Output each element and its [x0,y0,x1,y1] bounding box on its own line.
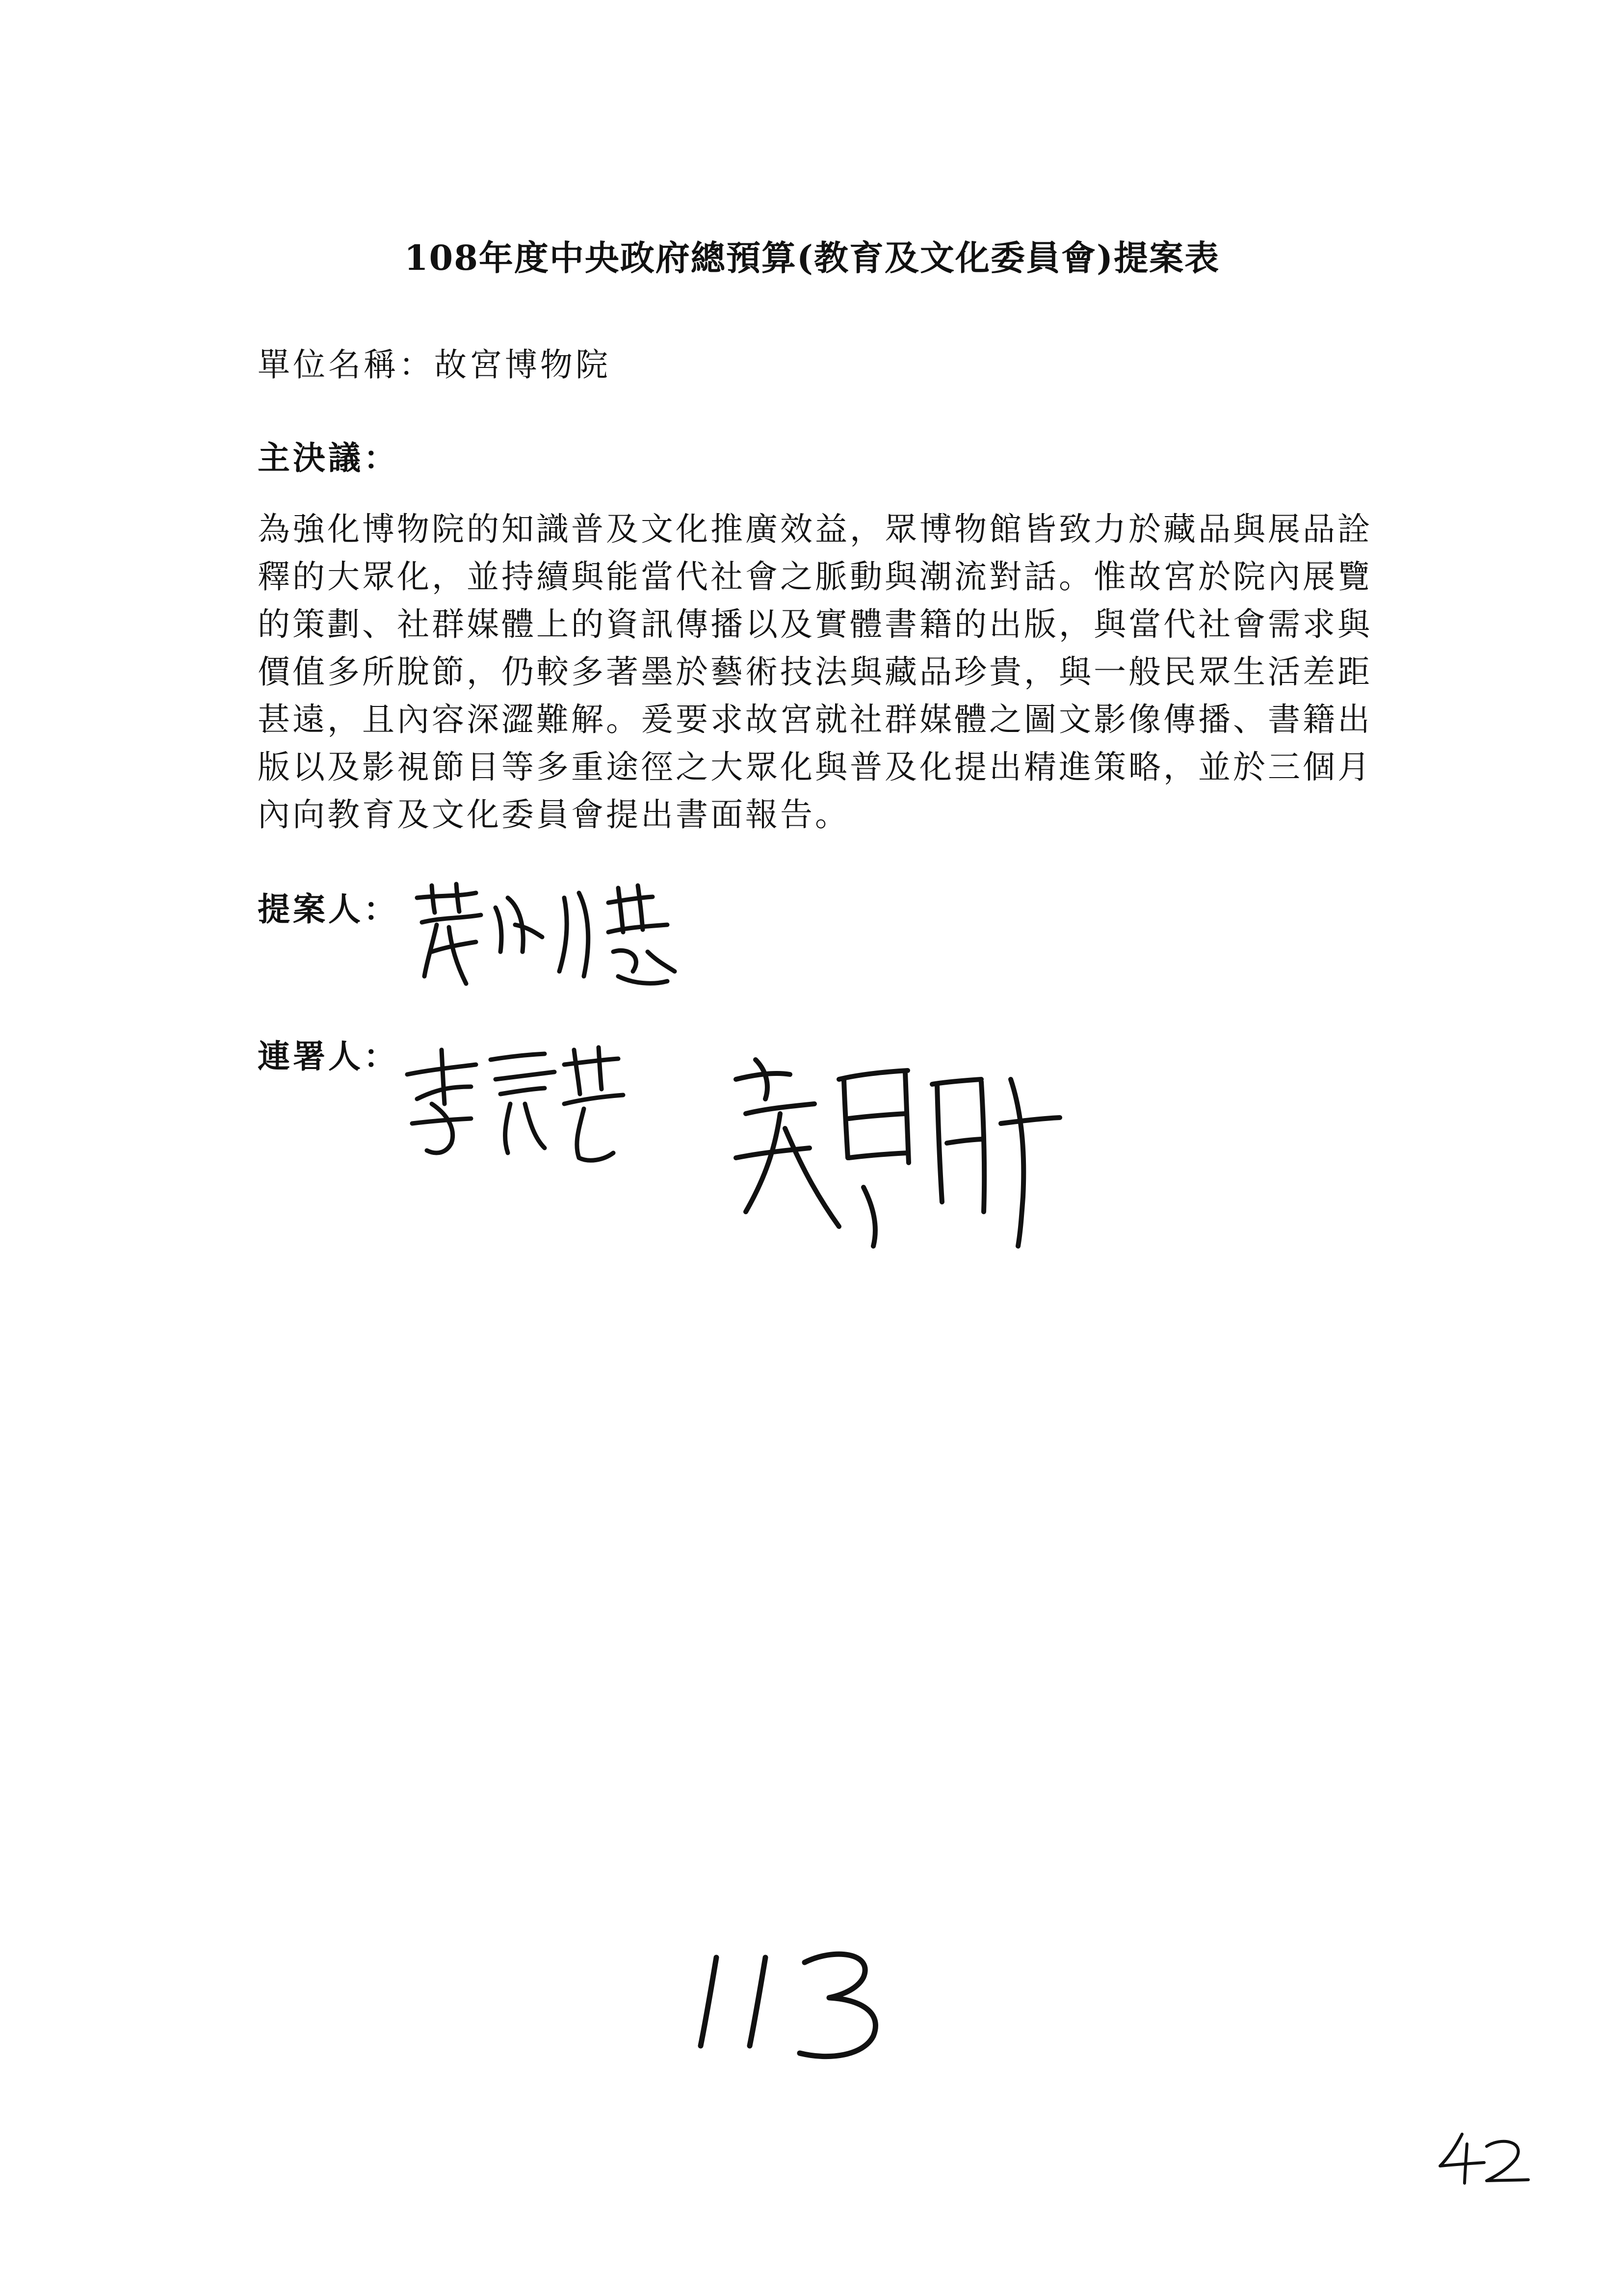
cosigner-signature-2 [716,1050,1070,1266]
body-line: 釋的大眾化，並持續與能當代社會之脈動與潮流對話。惟故宮於院內展覽 [258,558,1372,596]
resolution-body [258,505,1396,838]
body-line: 內向教育及文化委員會提出書面報告。 [258,796,850,834]
document-title: 108年度中央政府總預算(教育及文化委員會)提案表 [404,237,1220,278]
body-line: 版以及影視節目等多重途徑之大眾化與普及化提出精進策略，並於三個月 [258,748,1372,786]
main-resolution-heading: 主決議： [258,439,399,477]
proposer-signature [402,878,677,996]
handwritten-corner-number [1433,2129,1531,2188]
cosigner-signature-1 [397,1040,653,1168]
body-line: 的策劃、社群媒體上的資訊傳播以及實體書籍的出版，與當代社會需求與 [258,605,1372,643]
proposer-label: 提案人： [258,890,399,928]
body-line: 價值多所脫節，仍較多著墨於藝術技法與藏品珍貴，與一般民眾生活差距 [258,653,1372,691]
body-line: 甚遠，且內容深澀難解。爰要求故宮就社群媒體之圖文影像傳播、書籍出 [258,701,1372,738]
body-line: 為強化博物院的知識普及文化推廣效益，眾博物館皆致力於藏品與展品詮 [258,510,1372,548]
cosigner-label: 連署人： [258,1037,399,1075]
handwritten-page-number [687,1938,913,2065]
unit-name: 單位名稱：故宮博物院 [258,346,611,384]
